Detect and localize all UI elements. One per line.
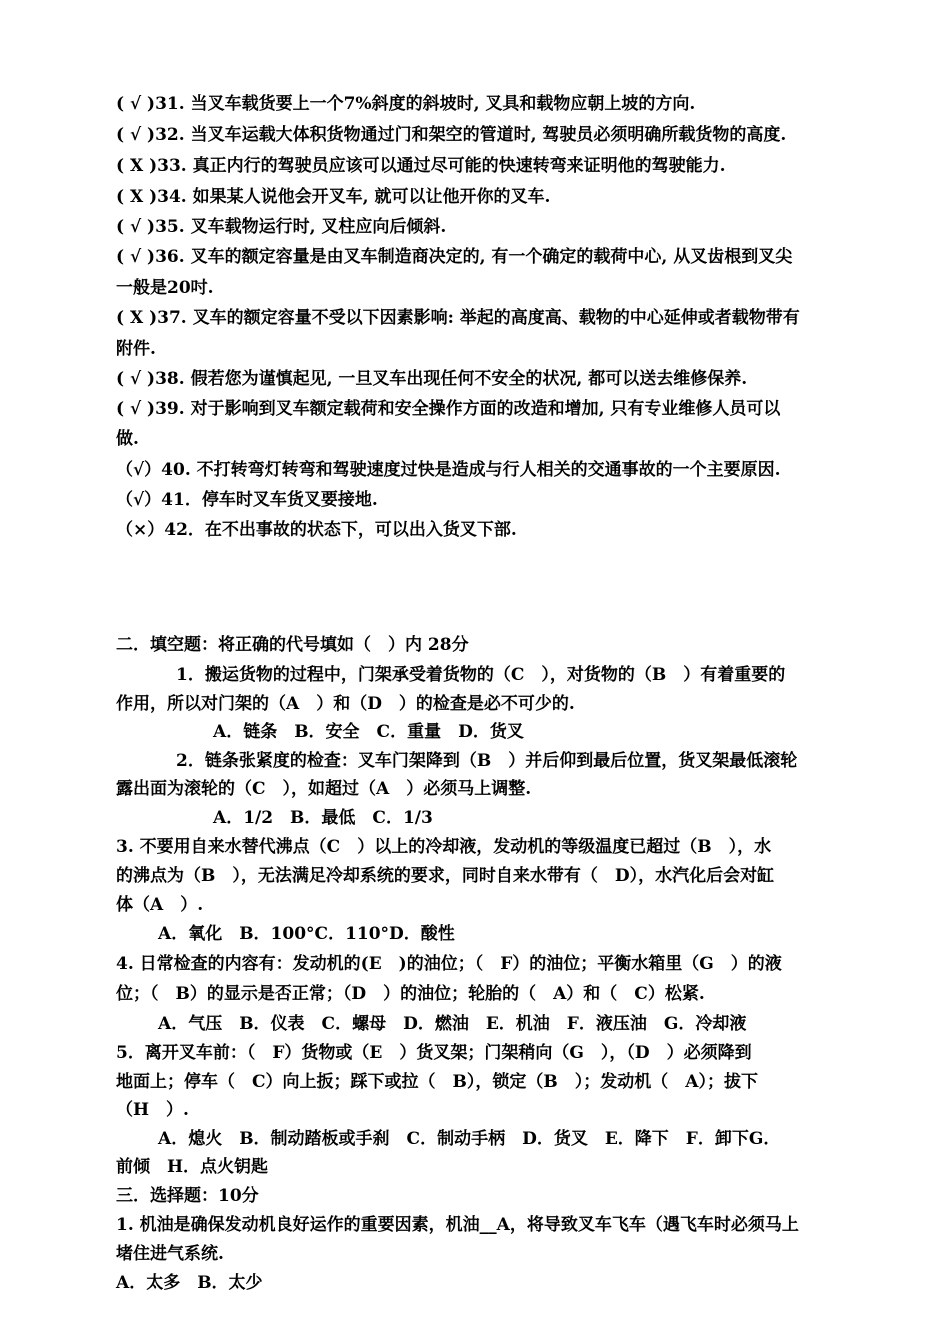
judgement-q40: （√）40. 不打转弯灯转弯和驾驶速度过快是造成与行人相关的交通事故的一个主要原因.	[116, 460, 781, 480]
fill-q3-cont: 的沸点为（B ），无法满足冷却系统的要求，同时自来水带有（ D），水汽化后会对缸	[116, 866, 775, 886]
fill-q3-options: A．氧化 B．100°C．110°D．酸性	[158, 924, 455, 944]
fill-q2: 2．链条张紧度的检查：叉车门架降到（B ）并后仰到最后位置，货叉架最低滚轮	[176, 751, 798, 771]
fill-q1-cont: 作用，所以对门架的（A ）和（D ）的检查是必不可少的.	[116, 694, 575, 714]
judgement-q42: （×）42．在不出事故的状态下，可以出入货叉下部.	[116, 520, 517, 540]
judgement-q33: ( X )33. 真正内行的驾驶员应该可以通过尽可能的快速转弯来证明他的驾驶能力.	[116, 156, 726, 176]
fill-q5-cont: 地面上；停车（ C）向上扳；踩下或拉（ B），锁定（B ）；发动机（ A）；拔下	[116, 1072, 758, 1092]
judgement-q36-cont: 一般是20吋.	[116, 278, 214, 298]
fill-q3-cont2: 体（A ）.	[116, 895, 204, 915]
fill-heading: 二．填空题：将正确的代号填如（ ）内 28分	[116, 635, 469, 655]
fill-q3: 3. 不要用自来水替代沸点（C ）以上的冷却液，发动机的等级温度已超过（B ），水	[116, 837, 772, 857]
fill-q4-cont: 位；（ B）的显示是否正常；（D ）的油位；轮胎的（ A）和（ C）松紧.	[116, 984, 705, 1004]
fill-q4: 4. 日常检查的内容有：发动机的(E )的油位；（ F）的油位；平衡水箱里（G ）的液	[116, 954, 782, 974]
judgement-q35: ( √ )35. 叉车载物运行时, 叉柱应向后倾斜.	[116, 217, 447, 237]
judgement-q39: ( √ )39. 对于影响到叉车额定载荷和安全操作方面的改造和增加, 只有专业维修人员可以	[116, 399, 781, 419]
judgement-q39-cont: 做.	[116, 429, 139, 449]
fill-q1-options: A．链条 B．安全 C．重量 D．货叉	[213, 722, 524, 742]
choice-q1-cont: 堵住进气系统.	[116, 1244, 224, 1264]
judgement-q41: （√）41．停车时叉车货叉要接地.	[116, 490, 378, 510]
judgement-q32: ( √ )32. 当叉车运载大体积货物通过门和架空的管道时, 驾驶员必须明确所载货物的高度.	[116, 125, 787, 145]
choice-q1: 1. 机油是确保发动机良好运作的重要因素，机油__A，将导致叉车飞车（遇飞车时必须马上	[116, 1215, 799, 1235]
judgement-q31: ( √ )31. 当叉车载货要上一个7%斜度的斜坡时, 叉具和载物应朝上坡的方向.	[116, 94, 696, 114]
judgement-q36: ( √ )36. 叉车的额定容量是由叉车制造商决定的, 有一个确定的载荷中心, 从叉齿根到叉尖	[116, 247, 793, 267]
judgement-q34: ( X )34. 如果某人说他会开叉车, 就可以让他开你的叉车.	[116, 187, 551, 207]
fill-q5-cont2: （H ）.	[116, 1100, 189, 1120]
fill-q5-options-cont: 前倾 H．点火钥匙	[116, 1157, 269, 1177]
choice-heading: 三．选择题：10分	[116, 1186, 259, 1206]
fill-q1: 1．搬运货物的过程中，门架承受着货物的（C ），对货物的（B ）有着重要的	[176, 665, 786, 685]
judgement-q38: ( √ )38. 假若您为谨慎起见, 一旦叉车出现任何不安全的状况, 都可以送去维修保养.	[116, 369, 748, 389]
fill-q5: 5．离开叉车前：（ F）货物或（E ）货叉架；门架稍向（G ），（D ）必须降到	[116, 1043, 752, 1063]
choice-q1-options: A．太多 B．太少	[116, 1273, 263, 1293]
judgement-q37-cont: 附件.	[116, 339, 156, 359]
judgement-q37: ( X )37. 叉车的额定容量不受以下因素影响: 举起的高度高、载物的中心延伸或者载物带有	[116, 308, 800, 328]
fill-q2-cont: 露出面为滚轮的（C ），如超过（A ）必须马上调整.	[116, 779, 532, 799]
fill-q4-options: A．气压 B．仪表 C．螺母 D．燃油 E．机油 F．液压油 G．冷却液	[158, 1014, 747, 1034]
fill-q2-options: A．1/2 B．最低 C．1/3	[213, 808, 433, 828]
fill-q5-options: A．熄火 B．制动踏板或手刹 C．制动手柄 D．货叉 E．降下 F．卸下G．	[158, 1129, 781, 1149]
